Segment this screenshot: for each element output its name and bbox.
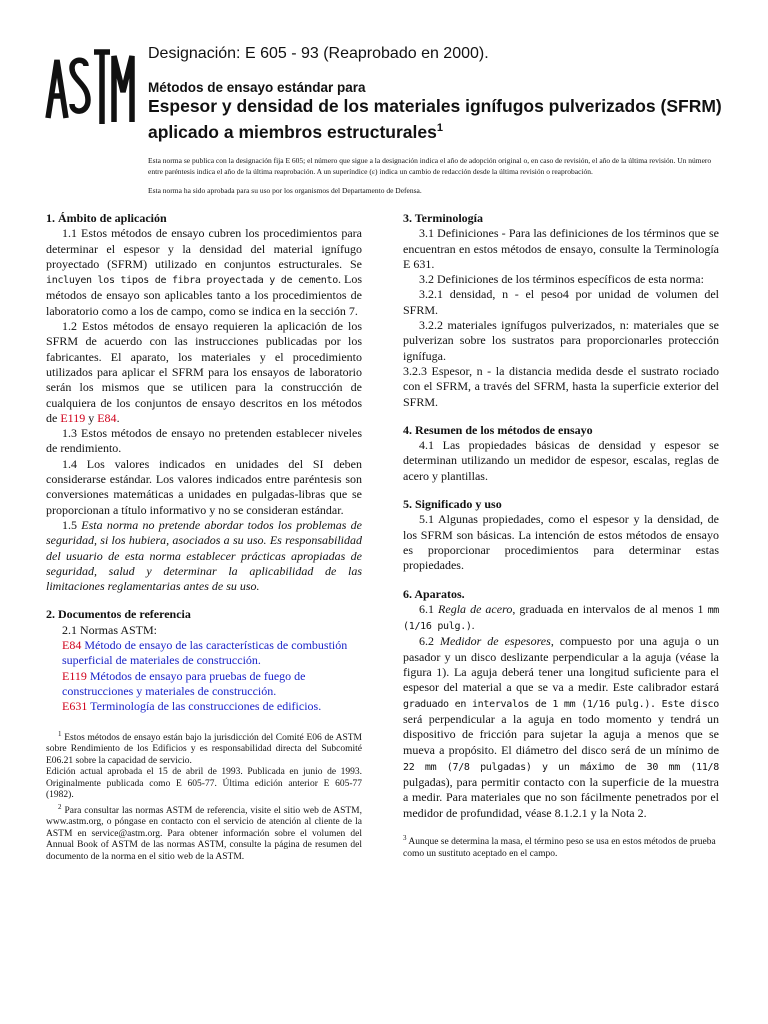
paragraph-3-2-3: 3.2.3 Espesor, n - la distancia medida desde el sustrato rociado con el SFRM, a través del SFRM, hasta la superficie exterior del SFRM.: [403, 363, 719, 409]
section-2-heading: 2. Documentos de referencia: [46, 607, 191, 622]
paragraph-6-2: 6.2 Medidor de espesores, compuesto por una aguja o un pasador y un disco deslizante perpendicular a la aguja (véase la figura 1). La aguja deberá tener una longitud suficiente para el espesor del material a que se va a medir. Este calibrador estará graduado en intervalos de 1 mm (1/16 pulg.). Este disco será perpendicular a la aguja en todo momento y tendrá un dispositivo de fricción para sujetar la aguja a menos que se mueva a propósito. El diámetro del disco será de un mínimo de 22 mm (7/8 pulgadas) y un máximo de 30 mm (11/8 pulgadas), para permitir contacto con la superficie de la muestra a medir. Para materiales que no son fácilmente penetrados por el medidor de profundidad, véase 8.1.2.1 y la Nota 2.: [403, 634, 719, 820]
left-column: [46, 211, 362, 863]
section-3-heading: 3. Terminología: [403, 211, 484, 225]
standard-intro: Métodos de ensayo estándar para: [148, 80, 366, 95]
footnotes-left: [46, 729, 362, 864]
link-e119[interactable]: E119: [60, 410, 86, 425]
paragraph-1-1: 1.1 Estos métodos de ensayo cubren los procedimientos para determinar el espesor y la densidad del material ignífugo proyectado (SFRM) utilizado en conjuntos estructurales. Se incluyen los tipos de fibra proyectada y de cemento. Los métodos de ensayo son aplicables tanto a los procedimientos de laboratorio como a los de campo, como se indica en la sección 7.: [46, 226, 362, 318]
section-1-heading: 1. Ámbito de aplicación: [46, 211, 167, 225]
reference-e84[interactable]: E84 Método de ensayo de las características de combustión superficial de materiales de construcción.: [62, 638, 348, 668]
section-6-heading: 6. Aparatos.: [403, 586, 465, 601]
right-column: [403, 211, 719, 860]
link-e84[interactable]: E84: [97, 410, 117, 425]
paragraph-1-3: 1.3 Estos métodos de ensayo no pretenden establecer niveles de rendimiento.: [46, 426, 362, 456]
astm-standards-label: 2.1 Normas ASTM:: [62, 622, 158, 637]
defense-approval-note: Esta norma ha sido aprobada para su uso por los organismos del Departamento de Defensa.: [148, 186, 422, 195]
paragraph-3-2: 3.2 Definiciones de los términos específicos de esta norma:: [419, 272, 704, 287]
paragraph-6-1: 6.1 Regla de acero, graduada en intervalos de al menos 1 mm (1/16 pulg.).: [403, 601, 720, 633]
paragraph-3-2-1: 3.2.1 densidad, n - el peso4 por unidad de volumen del SFRM.: [403, 287, 719, 317]
section-4-heading: 4. Resumen de los métodos de ensayo: [403, 422, 593, 437]
section-5-heading: 5. Significado y uso: [403, 497, 502, 512]
footnote-1: $^1$ Estos métodos de ensayo están bajo la jurisdicción del Comité E06 de ASTM sobre Rendimiento de los Edificios y es responsabilidad directa del Subcomité E06.21 sobre la capacidad de servicio.: [46, 729, 362, 766]
paragraph-4-1: 4.1 Las propiedades básicas de densidad y espesor se determinan utilizando un medidor de espesor, escalas, reglas de acero y plantillas.: [403, 438, 719, 483]
designation: Designación: E 605 - 93 (Reaprobado en 2000).: [148, 45, 489, 62]
footnote-1-edition: Edición actual aprobada el 15 de abril de 1993. Publicada en junio de 1993. Originalmente publicada como E 605-77. Última edición anterior E 605-77 (1982).: [46, 767, 362, 801]
document-title: Espesor y densidad de los materiales ignífugos pulverizados (SFRM) aplicado a miembros estructurales$^1$: [148, 96, 722, 142]
publication-note: Esta norma se publica con la designación fija E 605; el número que sigue a la designación indica el año de adopción original o, en caso de revisión, el año de la última revisión. Un número entre paréntesis indica el año de la última reaprobación. A un superíndice (ε) indica un cambio de redacción desde la última revisión o reaprobación.: [148, 156, 712, 176]
footnote-2: $^2$ Para consultar las normas ASTM de referencia, visite el sitio web de ASTM, www.astm.org, o póngase en contacto con el servicio de atención al cliente de la ASTM en service@astm.org. Para obtener información sobre el volumen del Annual Book of ASTM de las normas ASTM, consulte la página de resumen del documento de la norma en el sitio web de la ASTM.: [46, 802, 362, 862]
reference-e631[interactable]: E631 Terminología de las construcciones de edificios.: [62, 699, 322, 714]
paragraph-5-1: 5.1 Algunas propiedades, como el espesor y la densidad, de los SFRM son básicas. La intención de estos métodos de ensayo es proporcionar procedimientos para determinar estas propiedades.: [403, 512, 719, 573]
paragraph-3-2-2: 3.2.2 materiales ignífugos pulverizados, n: materiales que se pulverizan sobre los sustratos para proporcionarles protección ignífuga.: [403, 318, 719, 363]
paragraph-1-4: 1.4 Los valores indicados en unidades del SI deben considerarse estándar. Los valores indicados entre paréntesis son conversiones matemáticas a unidades en pulgadas-libras que se proporcionan a título informativo y no se consideran estándar.: [46, 456, 362, 517]
logo-text: ASTM: [90, 128, 93, 129]
footnote-3: $^3$ Aunque se determina la masa, el término peso se usa en estos métodos de prueba como un sustituto aceptado en el campo.: [403, 833, 716, 859]
paragraph-3-1: 3.1 Definiciones - Para las definiciones de los términos que se encuentran en estos métodos de ensayo, consulte la Terminología E 631.: [403, 226, 719, 271]
paragraph-1-2: 1.2 Estos métodos de ensayo requieren la aplicación de los SFRM de acuerdo con las instrucciones publicadas por los fabricantes. El aparato, los materiales y el procedimiento utilizados para aplicar el SFRM para los ensayos de laboratorio serán los mismos que se utilicen para la construcción de cualquiera de los conjuntos de ensayo descritos en los métodos de E119 y E84.: [46, 319, 362, 425]
paragraph-1-5: 1.5 Esta norma no pretende abordar todos los problemas de seguridad, si los hubiera, asociados a su uso. Es responsabilidad del usuario de esta norma establecer prácticas apropiadas de seguridad, salud y determinar la aplicabilidad de las limitaciones reglamentarias antes de su uso.: [46, 517, 363, 594]
reference-e119[interactable]: E119 Métodos de ensayo para pruebas de fuego de construcciones y materiales de construcción.: [62, 668, 306, 698]
astm-logo: [44, 46, 136, 130]
